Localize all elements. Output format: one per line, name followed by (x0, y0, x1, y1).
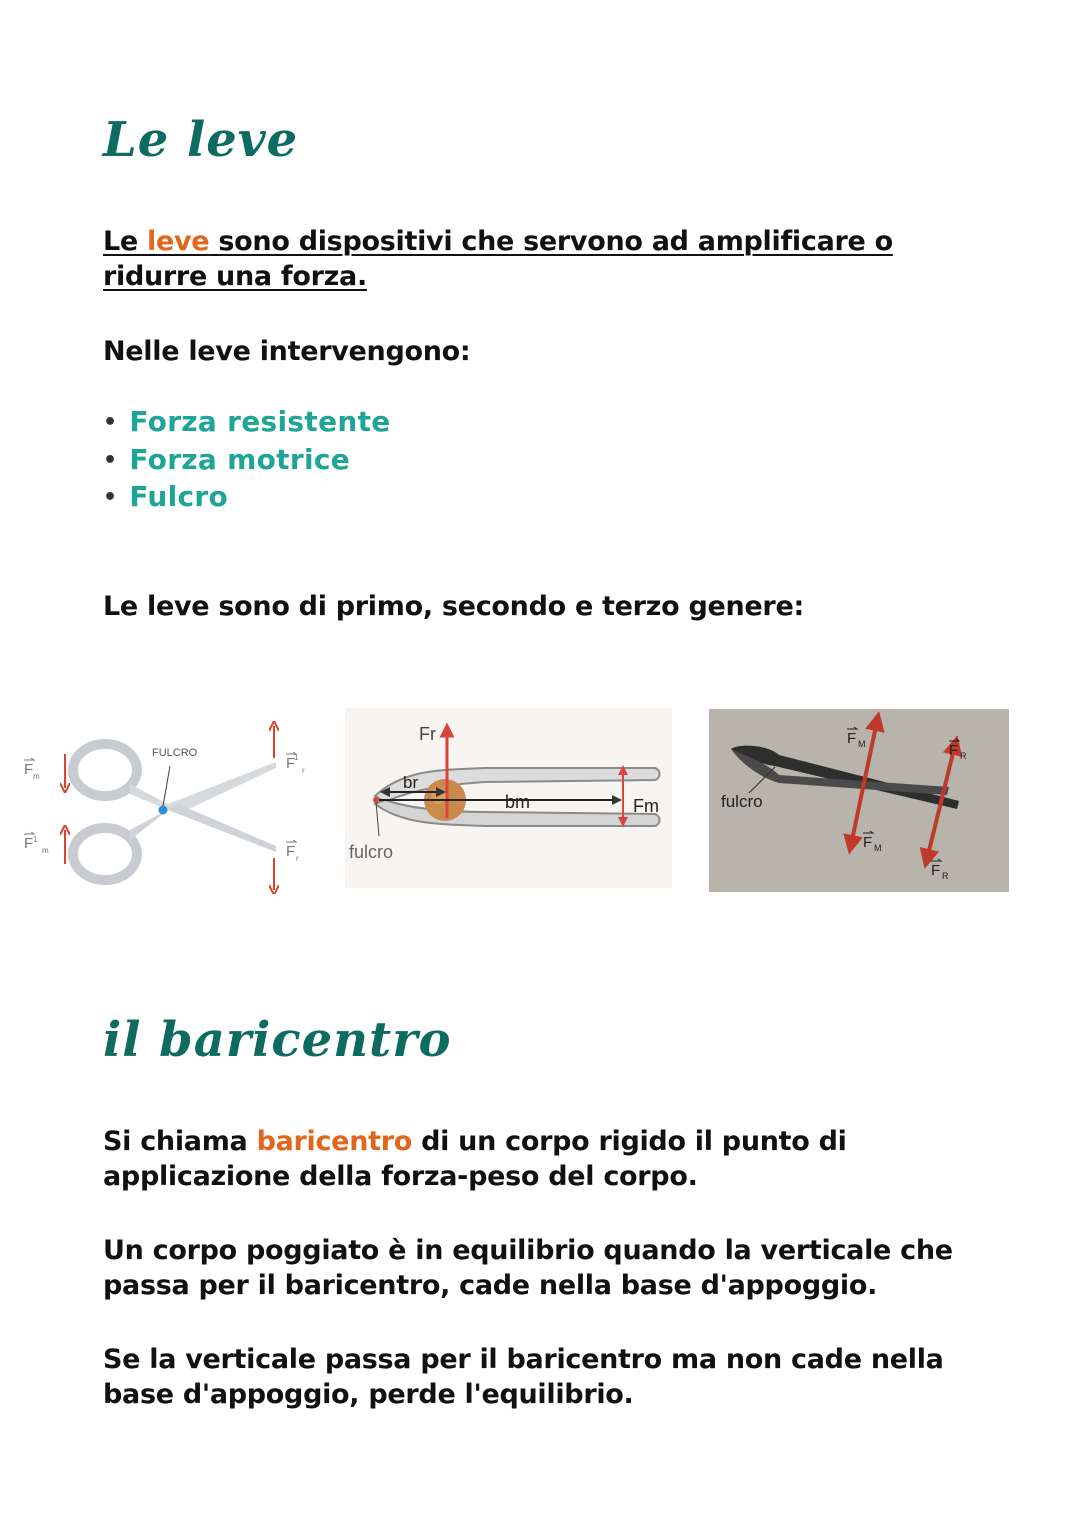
tweezers-fulcrum-label: fulcro (721, 792, 763, 811)
definition-line-2: ridurre una forza. (103, 261, 367, 292)
forces-list (103, 404, 391, 517)
section-title-barycenter: il baricentro (103, 1012, 452, 1068)
barycenter-definition: Si chiama baricentro di un corpo rigido il punto di applicazione della forza-peso del corpo. (103, 1126, 847, 1192)
nutcracker-br-label: br (403, 773, 419, 792)
scissors-fulcrum-label: FULCRO (152, 747, 198, 759)
list-item: • Forza resistente (103, 405, 391, 438)
svg-text:m: m (42, 846, 49, 855)
list-item: • Forza motrice (103, 442, 351, 476)
svg-text:M: M (858, 739, 866, 749)
nutcracker-fm-label: Fm (633, 796, 659, 816)
svg-text:F: F (863, 834, 873, 851)
definition-line-1: Le leve sono dispositivi che servono ad amplificare o (103, 226, 893, 257)
svg-text:F: F (931, 862, 941, 879)
svg-text:F: F (949, 742, 959, 759)
svg-text:R: R (942, 871, 949, 881)
tweezers-lever-figure (709, 709, 1009, 892)
intro-text: Nelle leve intervengono: (103, 336, 471, 367)
nutcracker-fr-label: Fr (419, 724, 436, 744)
svg-text:F: F (286, 843, 296, 860)
nutcracker-bm-label: bm (505, 792, 531, 812)
svg-text:F: F (24, 835, 34, 852)
loss-of-equilibrium-paragraph: Se la verticale passa per il baricentro ma non cade nella base d'appoggio, perde l'equilibrio. (103, 1344, 944, 1410)
term-baricentro: baricentro (256, 1126, 412, 1157)
svg-text:1: 1 (294, 753, 299, 762)
svg-text:r: r (302, 766, 305, 775)
svg-text:m: m (33, 772, 40, 781)
nutcracker-lever-figure (345, 708, 672, 888)
equilibrium-paragraph: Un corpo poggiato è in equilibrio quando la verticale che passa per il baricentro, cade nella base d'appoggio. (103, 1235, 953, 1301)
svg-text:r: r (296, 854, 299, 863)
svg-text:F: F (24, 761, 34, 778)
svg-text:1: 1 (33, 835, 38, 844)
term-leve: leve (147, 226, 210, 257)
lever-definition (103, 224, 893, 294)
nutcracker-fulcrum-label: fulcro (349, 842, 394, 862)
svg-text:F: F (286, 755, 296, 772)
scissors-lever-figure (18, 718, 318, 894)
section-title-levers: Le leve (103, 112, 299, 168)
svg-text:M: M (874, 843, 882, 853)
list-item: • Fulcro (103, 480, 229, 513)
svg-text:F: F (847, 730, 857, 747)
svg-text:R: R (960, 751, 967, 761)
genres-text: Le leve sono di primo, secondo e terzo genere: (103, 591, 804, 622)
